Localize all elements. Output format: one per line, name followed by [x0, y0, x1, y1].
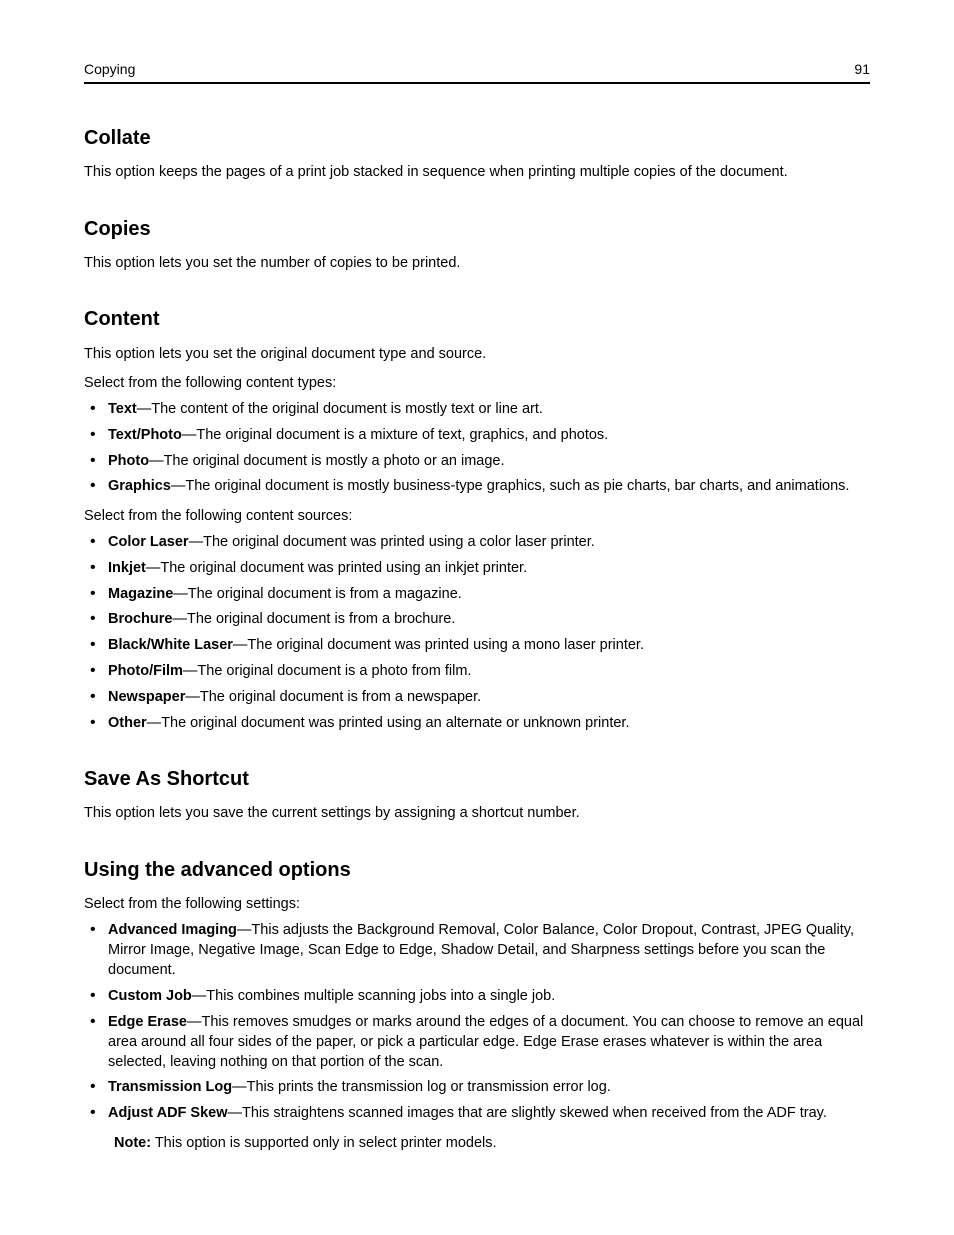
advanced-intro: Select from the following settings: — [84, 896, 300, 912]
collate-text: This option keeps the pages of a print job stacked in sequence when printing multiple copies of the document. — [84, 164, 788, 180]
list-item: • Black/White Laser—The original document was printed using a mono laser printer. — [84, 635, 884, 655]
content-intro: This option lets you set the original document type and source. — [84, 346, 487, 362]
list-item: • Other—The original document was printed using an alternate or unknown printer. — [84, 713, 884, 733]
list-item: • Graphics—The original document is mostly business-type graphics, such as pie charts, bar charts, and animations. — [84, 476, 884, 496]
list-item: • Inkjet—The original document was printed using an inkjet printer. — [84, 558, 884, 578]
list-item: • Color Laser—The original document was printed using a color laser printer. — [84, 532, 884, 552]
advanced-options-list — [84, 920, 874, 1123]
note-text: This option is supported only in select printer models. — [151, 1135, 497, 1151]
page-number: 91 — [854, 61, 870, 77]
list-item: • Custom Job—This combines multiple scanning jobs into a single job. — [84, 986, 874, 1006]
list-item: • Magazine—The original document is from a magazine. — [84, 584, 884, 604]
list-item: • Adjust ADF Skew—This straightens scanned images that are slightly skewed when received from the ADF tray. — [84, 1103, 874, 1123]
content-types-list — [84, 399, 884, 496]
content-sources-list — [84, 532, 884, 733]
content-heading: Content — [84, 308, 160, 330]
list-item: • Brochure—The original document is from a brochure. — [84, 609, 884, 629]
list-item: • Text/Photo—The original document is a mixture of text, graphics, and photos. — [84, 425, 884, 445]
list-item: • Photo—The original document is mostly a photo or an image. — [84, 451, 884, 471]
advanced-options-heading: Using the advanced options — [84, 859, 351, 881]
copies-heading: Copies — [84, 218, 151, 240]
note — [114, 1133, 497, 1153]
collate-heading: Collate — [84, 127, 151, 149]
content-sources-intro: Select from the following content sources: — [84, 508, 353, 524]
save-shortcut-text: This option lets you save the current settings by assigning a shortcut number. — [84, 805, 580, 821]
list-item: • Photo/Film—The original document is a photo from film. — [84, 661, 884, 681]
content-types-intro: Select from the following content types: — [84, 375, 337, 391]
list-item: • Advanced Imaging—This adjusts the Background Removal, Color Balance, Color Dropout, Contrast, JPEG Quality, Mirror Image, Negative Image, Scan Edge to Edge, Shadow Detail, and Sharpness settings before you scan the document. — [84, 920, 874, 980]
note-label: Note: — [114, 1135, 152, 1151]
page-header — [84, 60, 870, 84]
chapter-title: Copying — [84, 61, 136, 77]
list-item: • Text—The content of the original document is mostly text or line art. — [84, 399, 884, 419]
copies-text: This option lets you set the number of copies to be printed. — [84, 255, 461, 271]
save-shortcut-heading: Save As Shortcut — [84, 768, 249, 790]
list-item: • Edge Erase—This removes smudges or marks around the edges of a document. You can choose to remove an equal area around all four sides of the paper, or pick a particular edge. Edge Erase erases whatever is within the area selected, leaving nothing on that portion of the scan. — [84, 1012, 874, 1072]
list-item: • Transmission Log—This prints the transmission log or transmission error log. — [84, 1077, 874, 1097]
list-item: • Newspaper—The original document is from a newspaper. — [84, 687, 884, 707]
